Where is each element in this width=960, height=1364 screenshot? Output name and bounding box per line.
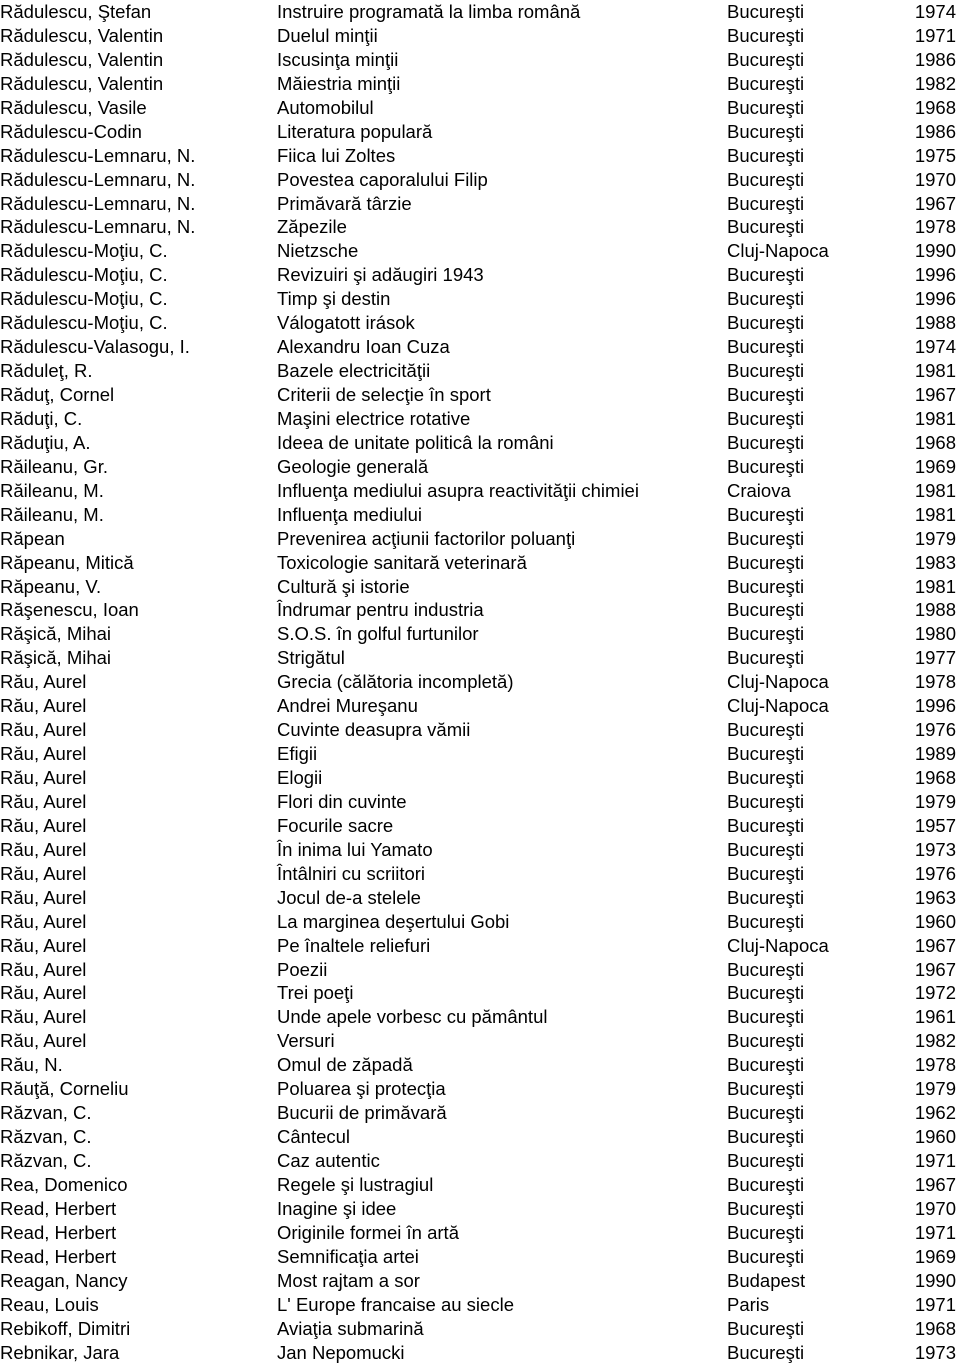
title-cell: Most rajtam a sor	[277, 1269, 420, 1293]
author-cell: Rădulescu, Valentin	[0, 72, 163, 96]
author-cell: Rău, Aurel	[0, 886, 86, 910]
list-item	[0, 48, 960, 72]
year-cell: 1989	[915, 742, 956, 766]
city-cell: Cluj-Napoca	[727, 670, 829, 694]
city-cell: Bucureşti	[727, 1101, 804, 1125]
author-cell: Rău, Aurel	[0, 958, 86, 982]
title-cell: Prevenirea acţiunii factorilor poluanţi	[277, 527, 575, 551]
author-cell: Reau, Louis	[0, 1293, 99, 1317]
year-cell: 1957	[915, 814, 956, 838]
year-cell: 1967	[915, 192, 956, 216]
year-cell: 1975	[915, 144, 956, 168]
list-item	[0, 1317, 960, 1341]
title-cell: Aviaţia submarină	[277, 1317, 424, 1341]
title-cell: Geologie generală	[277, 455, 428, 479]
list-item	[0, 431, 960, 455]
title-cell: Caz autentic	[277, 1149, 380, 1173]
title-cell: Cuvinte deasupra vămii	[277, 718, 470, 742]
title-cell: Regele şi lustragiul	[277, 1173, 433, 1197]
list-item	[0, 455, 960, 479]
title-cell: Poezii	[277, 958, 327, 982]
list-item	[0, 670, 960, 694]
year-cell: 1982	[915, 72, 956, 96]
city-cell: Budapest	[727, 1269, 805, 1293]
list-item	[0, 598, 960, 622]
list-item	[0, 192, 960, 216]
author-cell: Rău, Aurel	[0, 814, 86, 838]
author-cell: Răduţi, C.	[0, 407, 82, 431]
author-cell: Rea, Domenico	[0, 1173, 128, 1197]
year-cell: 1963	[915, 886, 956, 910]
list-item	[0, 168, 960, 192]
list-item	[0, 72, 960, 96]
year-cell: 1988	[915, 311, 956, 335]
list-item	[0, 359, 960, 383]
city-cell: Bucureşti	[727, 120, 804, 144]
city-cell: Bucureşti	[727, 263, 804, 287]
author-cell: Rădulescu-Lemnaru, N.	[0, 168, 195, 192]
list-item	[0, 311, 960, 335]
year-cell: 1978	[915, 215, 956, 239]
city-cell: Bucureşti	[727, 1029, 804, 1053]
author-cell: Răileanu, Gr.	[0, 455, 108, 479]
year-cell: 1970	[915, 1197, 956, 1221]
author-cell: Răduleţ, R.	[0, 359, 93, 383]
year-cell: 1960	[915, 910, 956, 934]
city-cell: Bucureşti	[727, 598, 804, 622]
title-cell: Semnificaţia artei	[277, 1245, 419, 1269]
title-cell: La marginea deşertului Gobi	[277, 910, 509, 934]
city-cell: Bucureşti	[727, 1173, 804, 1197]
list-item	[0, 263, 960, 287]
year-cell: 1990	[915, 1269, 956, 1293]
author-cell: Rădulescu-Codin	[0, 120, 142, 144]
title-cell: Zăpezile	[277, 215, 347, 239]
list-item	[0, 646, 960, 670]
title-cell: Cântecul	[277, 1125, 350, 1149]
city-cell: Bucureşti	[727, 551, 804, 575]
author-cell: Rău, Aurel	[0, 742, 86, 766]
year-cell: 1977	[915, 646, 956, 670]
year-cell: 1968	[915, 431, 956, 455]
author-cell: Rebnikar, Jara	[0, 1341, 119, 1364]
author-cell: Rădulescu, Ştefan	[0, 0, 151, 24]
title-cell: Originile formei în artă	[277, 1221, 459, 1245]
city-cell: Bucureşti	[727, 24, 804, 48]
title-cell: Elogii	[277, 766, 322, 790]
year-cell: 1990	[915, 239, 956, 263]
list-item	[0, 1029, 960, 1053]
author-cell: Răduţiu, A.	[0, 431, 91, 455]
title-cell: Cultură şi istorie	[277, 575, 410, 599]
author-cell: Răileanu, M.	[0, 479, 104, 503]
title-cell: Pe înaltele reliefuri	[277, 934, 430, 958]
city-cell: Bucureşti	[727, 838, 804, 862]
city-cell: Bucureşti	[727, 192, 804, 216]
list-item	[0, 694, 960, 718]
year-cell: 1971	[915, 1149, 956, 1173]
title-cell: Unde apele vorbesc cu pământul	[277, 1005, 547, 1029]
year-cell: 1976	[915, 718, 956, 742]
year-cell: 1981	[915, 479, 956, 503]
year-cell: 1981	[915, 359, 956, 383]
title-cell: Duelul minţii	[277, 24, 378, 48]
year-cell: 1971	[915, 1221, 956, 1245]
list-item	[0, 144, 960, 168]
author-cell: Rădulescu-Lemnaru, N.	[0, 215, 195, 239]
title-cell: Instruire programată la limba română	[277, 0, 580, 24]
author-cell: Rău, Aurel	[0, 862, 86, 886]
city-cell: Bucureşti	[727, 814, 804, 838]
author-cell: Răpeanu, Mitică	[0, 551, 134, 575]
city-cell: Bucureşti	[727, 1125, 804, 1149]
city-cell: Bucureşti	[727, 96, 804, 120]
author-cell: Rădulescu, Vasile	[0, 96, 147, 120]
title-cell: Fiica lui Zoltes	[277, 144, 395, 168]
title-cell: Ideea de unitate politicâ la români	[277, 431, 554, 455]
author-cell: Rădulescu-Lemnaru, N.	[0, 144, 195, 168]
author-cell: Rădulescu-Lemnaru, N.	[0, 192, 195, 216]
author-cell: Read, Herbert	[0, 1221, 116, 1245]
title-cell: Maşini electrice rotative	[277, 407, 470, 431]
year-cell: 1978	[915, 1053, 956, 1077]
title-cell: Flori din cuvinte	[277, 790, 407, 814]
list-item	[0, 622, 960, 646]
author-cell: Răpean	[0, 527, 65, 551]
author-cell: Răpeanu, V.	[0, 575, 101, 599]
title-cell: Grecia (călătoria incompletă)	[277, 670, 513, 694]
year-cell: 1996	[915, 263, 956, 287]
author-cell: Răşenescu, Ioan	[0, 598, 139, 622]
list-item	[0, 575, 960, 599]
title-cell: Bucurii de primăvară	[277, 1101, 447, 1125]
year-cell: 1988	[915, 598, 956, 622]
title-cell: Influenţa mediului asupra reactivităţii chimiei	[277, 479, 639, 503]
city-cell: Bucureşti	[727, 527, 804, 551]
city-cell: Bucureşti	[727, 1005, 804, 1029]
city-cell: Bucureşti	[727, 407, 804, 431]
author-cell: Răuţă, Corneliu	[0, 1077, 129, 1101]
title-cell: Omul de zăpadă	[277, 1053, 413, 1077]
year-cell: 1968	[915, 96, 956, 120]
list-item	[0, 766, 960, 790]
year-cell: 1973	[915, 838, 956, 862]
title-cell: Jan Nepomucki	[277, 1341, 405, 1364]
list-item	[0, 742, 960, 766]
author-cell: Rădulescu-Moţiu, C.	[0, 287, 168, 311]
list-item	[0, 958, 960, 982]
city-cell: Bucureşti	[727, 144, 804, 168]
city-cell: Bucureşti	[727, 1245, 804, 1269]
year-cell: 1980	[915, 622, 956, 646]
title-cell: Efigii	[277, 742, 317, 766]
author-cell: Răileanu, M.	[0, 503, 104, 527]
author-cell: Răzvan, C.	[0, 1101, 92, 1125]
year-cell: 1968	[915, 766, 956, 790]
year-cell: 1972	[915, 981, 956, 1005]
list-item	[0, 1077, 960, 1101]
city-cell: Bucureşti	[727, 575, 804, 599]
year-cell: 1981	[915, 407, 956, 431]
city-cell: Bucureşti	[727, 215, 804, 239]
year-cell: 1967	[915, 934, 956, 958]
year-cell: 1962	[915, 1101, 956, 1125]
author-cell: Răşică, Mihai	[0, 646, 111, 670]
author-cell: Rău, Aurel	[0, 718, 86, 742]
title-cell: Revizuiri şi adăugiri 1943	[277, 263, 484, 287]
title-cell: Povestea caporalului Filip	[277, 168, 488, 192]
city-cell: Bucureşti	[727, 790, 804, 814]
year-cell: 1968	[915, 1317, 956, 1341]
title-cell: Strigătul	[277, 646, 345, 670]
list-item	[0, 934, 960, 958]
year-cell: 1973	[915, 1341, 956, 1364]
city-cell: Bucureşti	[727, 1341, 804, 1364]
year-cell: 1978	[915, 670, 956, 694]
author-cell: Răzvan, C.	[0, 1149, 92, 1173]
author-cell: Rău, Aurel	[0, 766, 86, 790]
list-item	[0, 503, 960, 527]
author-cell: Read, Herbert	[0, 1197, 116, 1221]
list-item	[0, 24, 960, 48]
city-cell: Bucureşti	[727, 766, 804, 790]
list-item	[0, 551, 960, 575]
year-cell: 1981	[915, 575, 956, 599]
title-cell: Bazele electricităţii	[277, 359, 430, 383]
title-cell: Jocul de-a stelele	[277, 886, 421, 910]
city-cell: Bucureşti	[727, 503, 804, 527]
list-item	[0, 1149, 960, 1173]
city-cell: Bucureşti	[727, 431, 804, 455]
city-cell: Bucureşti	[727, 1221, 804, 1245]
city-cell: Bucureşti	[727, 72, 804, 96]
title-cell: Nietzsche	[277, 239, 358, 263]
city-cell: Bucureşti	[727, 718, 804, 742]
year-cell: 1986	[915, 120, 956, 144]
list-item	[0, 479, 960, 503]
city-cell: Bucureşti	[727, 168, 804, 192]
year-cell: 1961	[915, 1005, 956, 1029]
title-cell: Criterii de selecţie în sport	[277, 383, 491, 407]
year-cell: 1976	[915, 862, 956, 886]
list-item	[0, 239, 960, 263]
author-cell: Reagan, Nancy	[0, 1269, 128, 1293]
title-cell: Inagine şi idee	[277, 1197, 396, 1221]
year-cell: 1974	[915, 0, 956, 24]
title-cell: Andrei Mureşanu	[277, 694, 418, 718]
city-cell: Bucureşti	[727, 742, 804, 766]
city-cell: Bucureşti	[727, 287, 804, 311]
author-cell: Răşică, Mihai	[0, 622, 111, 646]
list-item	[0, 790, 960, 814]
author-cell: Rău, Aurel	[0, 1005, 86, 1029]
list-item	[0, 981, 960, 1005]
author-cell: Rău, Aurel	[0, 694, 86, 718]
author-cell: Rău, Aurel	[0, 934, 86, 958]
author-cell: Rău, Aurel	[0, 981, 86, 1005]
title-cell: Alexandru Ioan Cuza	[277, 335, 450, 359]
list-item	[0, 1197, 960, 1221]
city-cell: Bucureşti	[727, 646, 804, 670]
list-item	[0, 1269, 960, 1293]
city-cell: Bucureşti	[727, 311, 804, 335]
city-cell: Bucureşti	[727, 981, 804, 1005]
title-cell: Focurile sacre	[277, 814, 393, 838]
year-cell: 1969	[915, 455, 956, 479]
list-item	[0, 527, 960, 551]
title-cell: Primăvară târzie	[277, 192, 412, 216]
author-cell: Rădulescu-Moţiu, C.	[0, 311, 168, 335]
title-cell: Îndrumar pentru industria	[277, 598, 484, 622]
list-item	[0, 407, 960, 431]
title-cell: Influenţa mediului	[277, 503, 422, 527]
city-cell: Cluj-Napoca	[727, 934, 829, 958]
list-item	[0, 1293, 960, 1317]
list-item	[0, 383, 960, 407]
author-cell: Rău, Aurel	[0, 1029, 86, 1053]
list-item	[0, 1221, 960, 1245]
city-cell: Bucureşti	[727, 1077, 804, 1101]
list-item	[0, 1005, 960, 1029]
list-item	[0, 1341, 960, 1364]
city-cell: Bucureşti	[727, 335, 804, 359]
author-cell: Rebikoff, Dimitri	[0, 1317, 130, 1341]
year-cell: 1971	[915, 24, 956, 48]
city-cell: Bucureşti	[727, 1197, 804, 1221]
title-cell: Poluarea şi protecţia	[277, 1077, 446, 1101]
list-item	[0, 1245, 960, 1269]
year-cell: 1969	[915, 1245, 956, 1269]
year-cell: 1967	[915, 383, 956, 407]
list-item	[0, 1053, 960, 1077]
list-item	[0, 1125, 960, 1149]
year-cell: 1996	[915, 287, 956, 311]
city-cell: Bucureşti	[727, 1317, 804, 1341]
author-cell: Rădulescu, Valentin	[0, 48, 163, 72]
city-cell: Bucureşti	[727, 1053, 804, 1077]
year-cell: 1979	[915, 790, 956, 814]
title-cell: Trei poeţi	[277, 981, 353, 1005]
city-cell: Craiova	[727, 479, 791, 503]
title-cell: Întâlniri cu scriitori	[277, 862, 425, 886]
list-item	[0, 1101, 960, 1125]
author-cell: Rădulescu, Valentin	[0, 24, 163, 48]
city-cell: Bucureşti	[727, 455, 804, 479]
title-cell: S.O.S. în golful furtunilor	[277, 622, 479, 646]
year-cell: 1967	[915, 1173, 956, 1197]
year-cell: 1974	[915, 335, 956, 359]
title-cell: În inima lui Yamato	[277, 838, 433, 862]
title-cell: Iscusinţa minţii	[277, 48, 398, 72]
author-cell: Read, Herbert	[0, 1245, 116, 1269]
list-item	[0, 814, 960, 838]
author-cell: Rădulescu-Moţiu, C.	[0, 263, 168, 287]
list-item	[0, 718, 960, 742]
title-cell: Literatura populară	[277, 120, 432, 144]
author-cell: Rău, Aurel	[0, 790, 86, 814]
list-item	[0, 0, 960, 24]
year-cell: 1960	[915, 1125, 956, 1149]
city-cell: Bucureşti	[727, 359, 804, 383]
city-cell: Cluj-Napoca	[727, 239, 829, 263]
list-item	[0, 120, 960, 144]
title-cell: Toxicologie sanitară veterinară	[277, 551, 527, 575]
title-cell: Automobilul	[277, 96, 374, 120]
year-cell: 1967	[915, 958, 956, 982]
city-cell: Bucureşti	[727, 886, 804, 910]
year-cell: 1983	[915, 551, 956, 575]
city-cell: Bucureşti	[727, 958, 804, 982]
title-cell: Măiestria minţii	[277, 72, 400, 96]
list-item	[0, 1173, 960, 1197]
title-cell: Válogatott irások	[277, 311, 415, 335]
city-cell: Bucureşti	[727, 0, 804, 24]
author-cell: Rădulescu-Valasogu, I.	[0, 335, 190, 359]
title-cell: Versuri	[277, 1029, 335, 1053]
year-cell: 1982	[915, 1029, 956, 1053]
year-cell: 1979	[915, 527, 956, 551]
author-cell: Rău, Aurel	[0, 670, 86, 694]
list-item	[0, 335, 960, 359]
year-cell: 1986	[915, 48, 956, 72]
year-cell: 1970	[915, 168, 956, 192]
year-cell: 1981	[915, 503, 956, 527]
list-item	[0, 910, 960, 934]
year-cell: 1971	[915, 1293, 956, 1317]
title-cell: L' Europe francaise au siecle	[277, 1293, 514, 1317]
city-cell: Bucureşti	[727, 910, 804, 934]
list-item	[0, 287, 960, 311]
city-cell: Paris	[727, 1293, 769, 1317]
city-cell: Bucureşti	[727, 622, 804, 646]
list-item	[0, 838, 960, 862]
city-cell: Bucureşti	[727, 383, 804, 407]
author-cell: Rădulescu-Moţiu, C.	[0, 239, 168, 263]
author-cell: Rău, Aurel	[0, 910, 86, 934]
list-item	[0, 96, 960, 120]
city-cell: Bucureşti	[727, 48, 804, 72]
city-cell: Cluj-Napoca	[727, 694, 829, 718]
year-cell: 1979	[915, 1077, 956, 1101]
list-item	[0, 215, 960, 239]
city-cell: Bucureşti	[727, 1149, 804, 1173]
author-cell: Rău, Aurel	[0, 838, 86, 862]
city-cell: Bucureşti	[727, 862, 804, 886]
year-cell: 1996	[915, 694, 956, 718]
title-cell: Timp şi destin	[277, 287, 390, 311]
list-item	[0, 862, 960, 886]
author-cell: Răzvan, C.	[0, 1125, 92, 1149]
author-cell: Răduţ, Cornel	[0, 383, 114, 407]
author-cell: Rău, N.	[0, 1053, 63, 1077]
list-item	[0, 886, 960, 910]
